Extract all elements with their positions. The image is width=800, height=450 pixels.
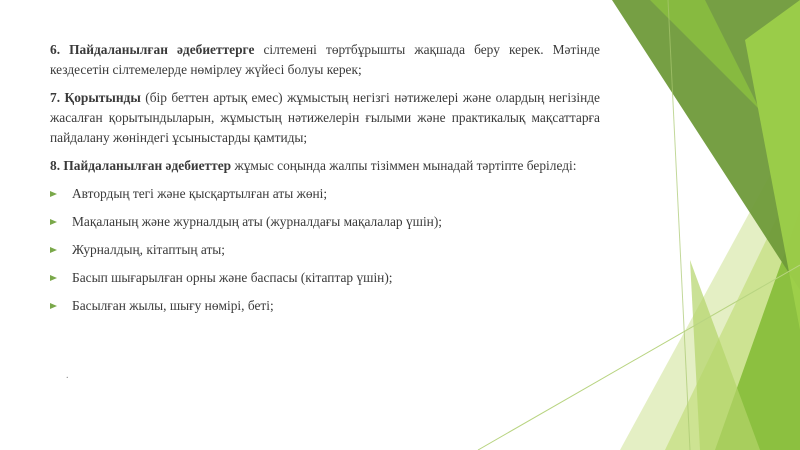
list-item: [50, 184, 600, 204]
list-item-text: Журналдың, кітаптың аты;: [72, 242, 226, 257]
list-item: [50, 212, 600, 232]
list-item: [50, 268, 600, 288]
paragraph-item-7: [50, 88, 600, 148]
paragraph-heading: 8. Пайдаланылған әдебиеттер: [50, 158, 232, 173]
triangle-bullet-icon: [50, 191, 57, 197]
paragraph-item-6: [50, 40, 600, 80]
triangle-bullet-icon: [50, 247, 57, 253]
paragraph-text: жұмыс соңында жалпы тізіммен мынадай тәртіпте беріледі:: [231, 158, 577, 173]
list-item-text: Автордың тегі және қысқартылған аты жөні;: [72, 186, 328, 201]
paragraph-text: сілтемені төртбұрышты жақшада беру керек. Мәтінде кездесетін сілтемелерде нөмірлеу жүйесі болуы керек;: [50, 42, 600, 77]
list-item: [50, 296, 600, 316]
reference-format-list: [50, 184, 600, 316]
triangle-bullet-icon: [50, 219, 57, 225]
paragraph-heading: 7. Қорытынды: [50, 90, 141, 105]
slide-content: [50, 40, 600, 324]
list-item-text: Басып шығарылған орны және баспасы (кітаптар үшін);: [72, 270, 393, 285]
triangle-bullet-icon: [50, 275, 57, 281]
triangle-bullet-icon: [50, 303, 57, 309]
paragraph-text: (бір беттен артық емес) жұмыстың негізгі нәтижелері және олардың негізінде жасалған қорытындыларын, жұмыстың нәтижелерін ғылыми және практикалық мақсаттарға пайдалану жөніндегі ұсыныстарды қамтиды;: [50, 90, 600, 145]
stray-mark: .: [66, 370, 69, 381]
paragraph-item-8: [50, 156, 600, 176]
list-item: [50, 240, 600, 260]
list-item-text: Басылған жылы, шығу нөмірі, беті;: [72, 298, 274, 313]
list-item-text: Мақаланың және журналдың аты (журналдағы мақалалар үшін);: [72, 214, 443, 229]
paragraph-heading: 6. Пайдаланылған әдебиеттерге: [50, 42, 255, 57]
